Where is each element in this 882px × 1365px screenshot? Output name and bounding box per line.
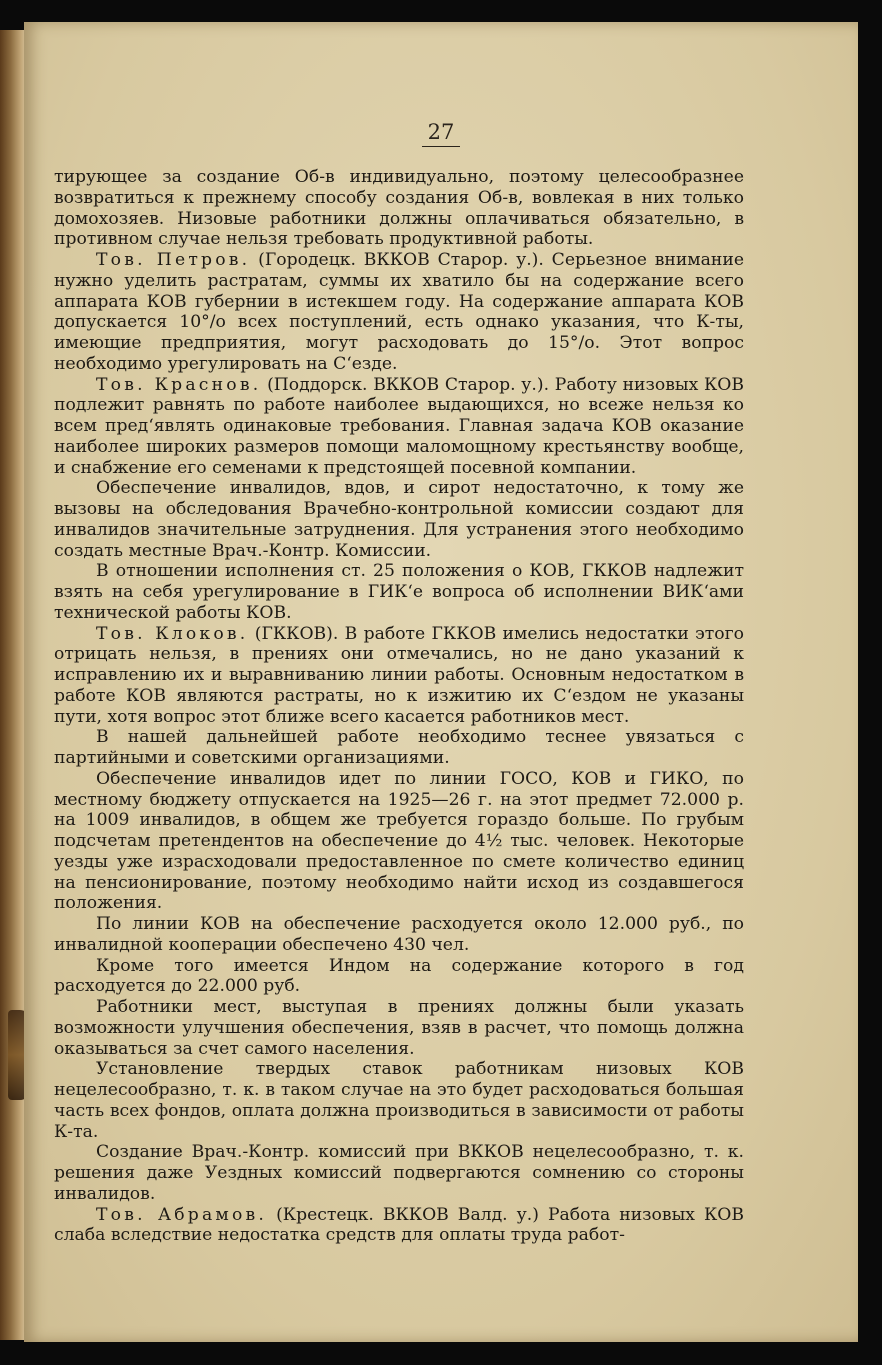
paragraph: Тов. Краснов. (Поддорск. ВККОВ Старор. у.). Работу низовых КОВ подлежит равнять по работе наиболее выдающихся, но всеже нельзя ко всем пред‘являть одинаковые требования. Главная задача КОВ оказание наиболее широких размеров помощи маломощному крестьянству вообще, и снабжение его семенами к предстоящей посевной компании.	[54, 374, 745, 478]
paragraph: Создание Врач.-Контр. комиссий при ВККОВ нецелесообразно, т. к. решения даже Уездных комиссий подвергаются сомнению со стороны инвалидов.	[54, 1142, 744, 1204]
paragraph: Установление твердых ставок работникам низовых КОВ нецелесообразно, т. к. в таком случае на это будет расходоваться большая часть всех фондов, оплата должна производиться в зависимости от работы К-та.	[54, 1059, 744, 1142]
paragraph: По линии КОВ на обеспечение расходуется около 12.000 руб., по инвалидной кооперации обеспечено 430 чел.	[54, 914, 744, 955]
paragraph: Тов. Клоков. (ГККОВ). В работе ГККОВ имелись недостатки этого отрицать нельзя, в прениях они отмечались, но не дано указаний к исправлению их и выравниванию линии работы. Основным недостатком в работе КОВ являются растраты, но к изжитию их С‘ездом не указаны пути, хотя вопрос этот ближе всего касается работников мест.	[54, 623, 744, 727]
paragraph: В отношении исполнения ст. 25 положения о КОВ, ГККОВ надлежит взять на себя урегулирование в ГИК‘е вопроса об исполнении ВИК‘ами технической работы КОВ.	[54, 561, 744, 623]
page-number: 27	[24, 120, 858, 144]
body-text	[54, 167, 744, 1246]
paragraph: Обеспечение инвалидов идет по линии ГОСО, КОВ и ГИКО, по местному бюджету отпускается на 1925—26 г. на этот предмет 72.000 р. на 1009 инвалидов, в общем же требуется гораздо больше. По грубым подсчетам претендентов на обеспечение до 4½ тыс. человек. Некоторые уезды уже израсходовали предоставленное по смете количество единиц на пенсионирование, поэтому необходимо найти исход из создавшегося положения.	[54, 768, 744, 914]
paragraph: Кроме того имеется Индом на содержание которого в год расходуется до 22.000 руб.	[54, 955, 744, 997]
document-page	[24, 22, 858, 1342]
speaker-name: Тов. Краснов.	[96, 374, 262, 395]
speaker-name: Тов. Абрамов.	[96, 1204, 268, 1225]
book-spine	[0, 30, 26, 1340]
paragraph: Обеспечение инвалидов, вдов, и сирот недостаточно, к тому же вызовы на обследования Врачебно-контрольной комиссии создают для инвалидов значительные затруднения. Для устранения этого необходимо создать местные Врач.-Контр. Комиссии.	[54, 478, 744, 561]
speaker-name: Тов. Клоков.	[96, 623, 249, 644]
paragraph: Работники мест, выступая в прениях должны были указать возможности улучшения обеспечения, взяв в расчет, что помощь должна оказываться за счет самого населения.	[54, 997, 744, 1059]
paragraph: тирующее за создание Об-в индивидуально, поэтому целесообразнее возвратиться к прежнему способу создания Об-в, вовлекая в них только домохозяев. Низовые работники должны оплачиваться обязательно, в противном случае нельзя требовать продуктивной работы.	[54, 167, 744, 250]
paragraph: Тов. Петров. (Городецк. ВККОВ Старор. у.). Серьезное внимание нужно уделить растратам, суммы их хватило бы на содержание всего аппарата КОВ губернии в истекшем году. На содержание аппарата КОВ допускается 10°/о всех поступлений, есть однако указания, что К-ты, имеющие предприятия, могут расходовать до 15°/о. Этот вопрос необходимо урегулировать на С‘езде.	[54, 250, 744, 374]
paragraph: Тов. Абрамов. (Крестецк. ВККОВ Валд. у.) Работа низовых КОВ слаба вследствие недостатка средств для оплаты труда работ-	[54, 1204, 744, 1246]
paragraph: В нашей дальнейшей работе необходимо теснее увязаться с партийными и советскими организациями.	[54, 727, 744, 768]
speaker-name: Тов. Петров.	[96, 250, 251, 270]
